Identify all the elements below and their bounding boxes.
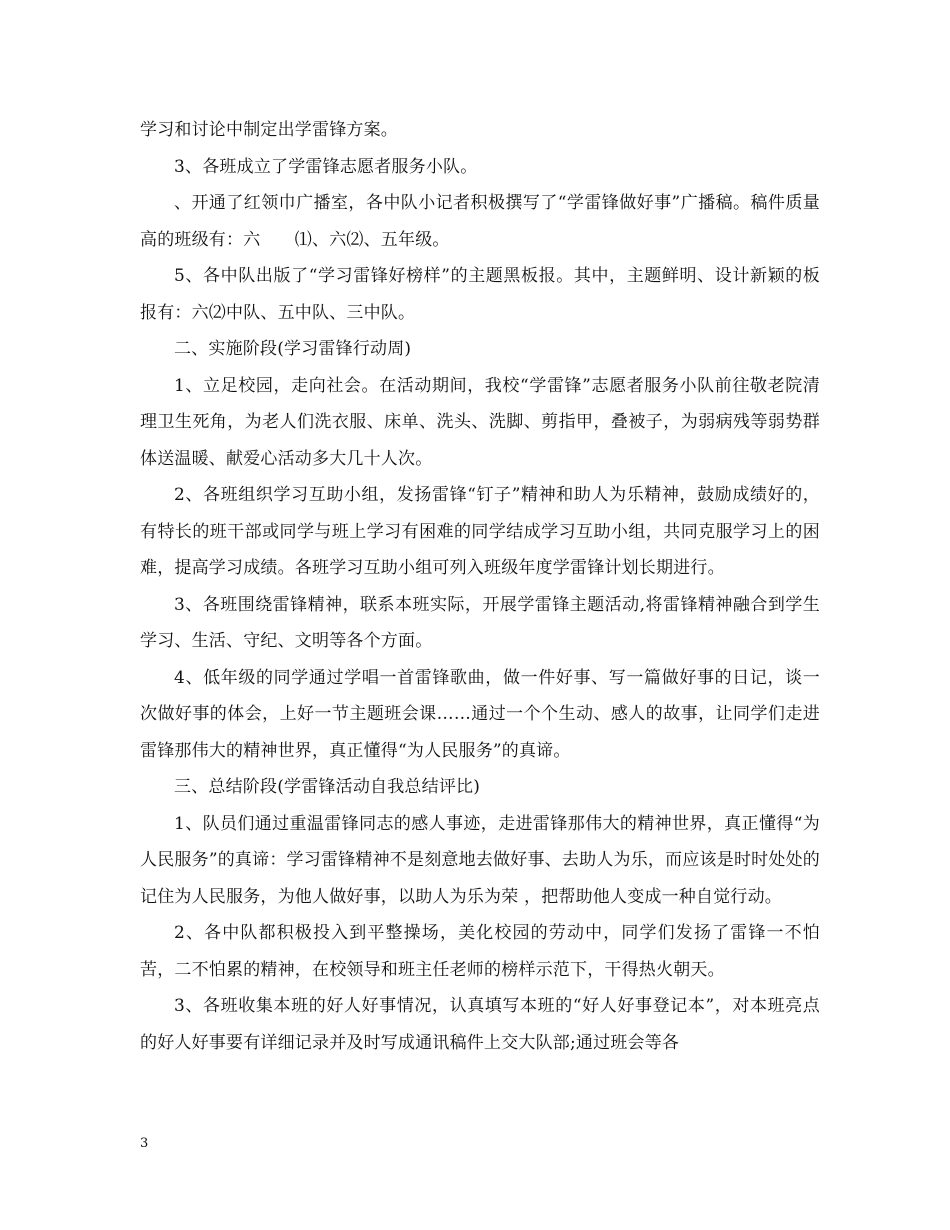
paragraph: 3、各班成立了学雷锋志愿者服务小队。: [174, 156, 478, 177]
paragraph: 1、队员们通过重温雷锋同志的感人事迹，走进雷锋那伟大的精神世界，真正懂得“为人民服务”的真谛：学习雷锋精神不是刻意地去做好事、去助人为乐，而应该是时时处处的记住为人民服务，为他人做好事，以助人为乐为荣 ，把帮助他人变成一种自觉行动。: [140, 813, 820, 907]
paragraph: 1、立足校园，走向社会。在活动期间，我校“学雷锋”志愿者服务小队前往敬老院清理卫生死角，为老人们洗衣服、床单、洗头、洗脚、剪指甲，叠被子，为弱病残等弱势群体送温暖、献爱心活动多大几十人次。: [140, 375, 820, 469]
paragraph: 5、各中队出版了“学习雷锋好榜样”的主题黑板报。其中，主题鲜明、设计新颖的板报有：六⑵中队、五中队、三中队。: [140, 266, 820, 323]
paragraph: 3、各班收集本班的好人好事情况，认真填写本班的“好人好事登记本”，对本班亮点的好人好事要有详细记录并及时写成通讯稿件上交大队部;通过班会等各: [140, 996, 820, 1053]
page-number: 3: [140, 1136, 149, 1151]
paragraph: 4、低年级的同学通过学唱一首雷锋歌曲，做一件好事、写一篇做好事的日记，谈一次做好事的体会，上好一节主题班会课……通过一个个生动、感人的故事，让同学们走进雷锋那伟大的精神世界，真正懂得“为人民服务”的真谛。: [140, 667, 820, 761]
document-body: [140, 112, 820, 1061]
section-heading: 三、总结阶段(学雷锋活动自我总结评比): [174, 777, 481, 797]
paragraph: 学习和讨论中制定出学雷锋方案。: [140, 120, 398, 140]
paragraph: 2、各中队都积极投入到平整操场，美化校园的劳动中，同学们发扬了雷锋一不怕苦，二不怕累的精神，在校领导和班主任老师的榜样示范下，干得热火朝天。: [140, 923, 820, 980]
section-heading: 二、实施阶段(学习雷锋行动周): [174, 339, 412, 359]
paragraph: 3、各班围绕雷锋精神，联系本班实际，开展学雷锋主题活动,将雷锋精神融合到学生学习、生活、守纪、文明等各个方面。: [140, 594, 820, 651]
paragraph: 、开通了红领巾广播室，各中队小记者积极撰写了“学雷锋做好事”广播稿。稿件质量高的班级有：六 ⑴、六⑵、五年级。: [140, 193, 820, 250]
paragraph: 2、各班组织学习互助小组，发扬雷锋“钉子”精神和助人为乐精神，鼓励成绩好的，有特长的班干部或同学与班上学习有困难的同学结成学习互助小组，共同克服学习上的困难，提高学习成绩。各班学习互助小组可列入班级年度学雷锋计划长期进行。: [140, 485, 820, 578]
